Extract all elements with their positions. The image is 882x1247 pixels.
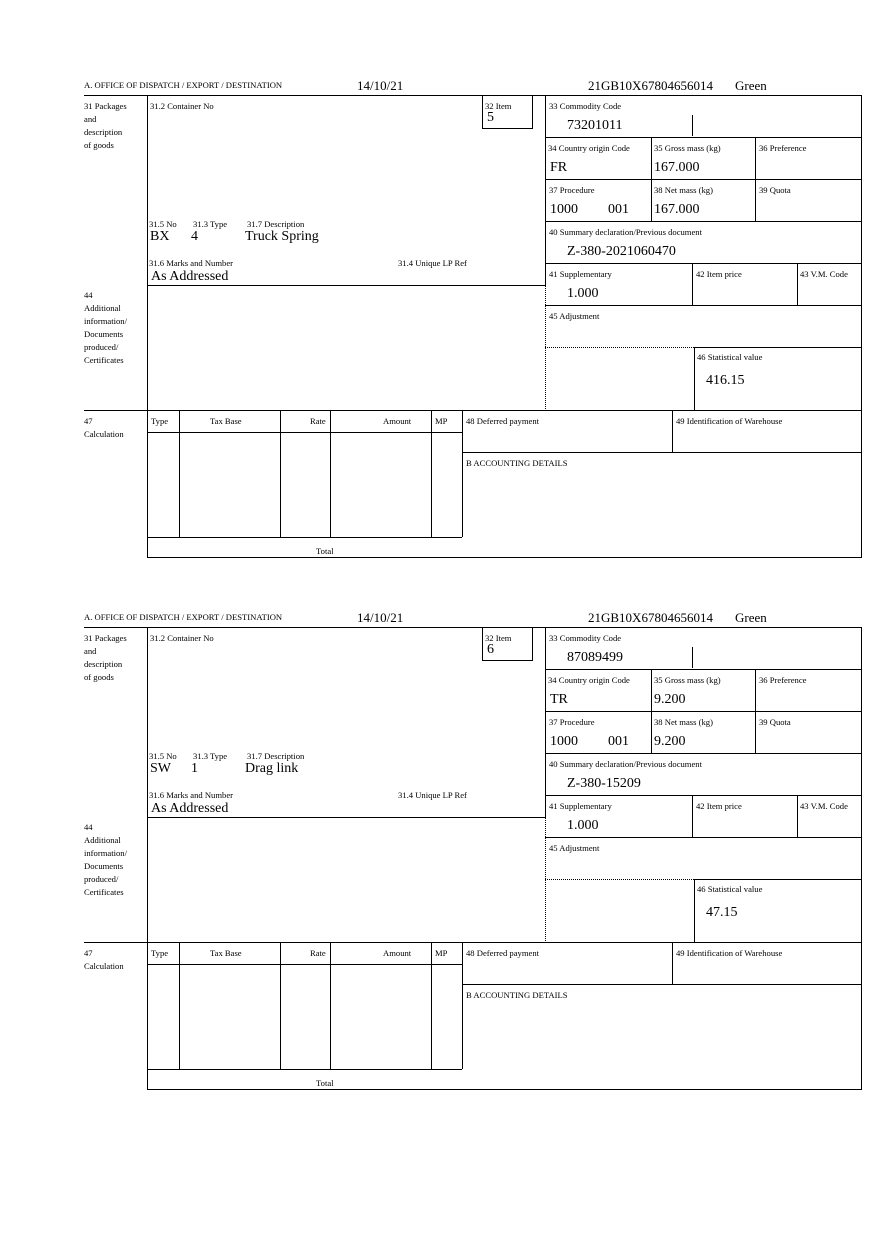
item-price-label: 42 Item price: [696, 269, 742, 279]
reference-value: 21GB10X67804656014: [588, 610, 713, 625]
marks-label: 31.6 Marks and Number: [149, 790, 234, 800]
unique-lp-label: 31.4 Unique LP Ref: [398, 258, 467, 268]
rule-line: [462, 984, 862, 985]
supplementary-value: 1.000: [567, 818, 599, 833]
rule-line: [692, 115, 693, 136]
rule-line: [84, 942, 862, 943]
type-value: 1: [191, 761, 198, 776]
rule-line: [179, 410, 180, 537]
rule-line: [672, 942, 673, 984]
rule-line: [147, 1089, 862, 1090]
office-label: A. OFFICE OF DISPATCH / EXPORT / DESTINATION: [84, 80, 283, 90]
dotted-line: [545, 285, 546, 411]
warehouse-label: 49 Identification of Warehouse: [676, 948, 783, 958]
rule-line: [84, 627, 862, 628]
office-label: A. OFFICE OF DISPATCH / EXPORT / DESTINATION: [84, 612, 283, 622]
reference-value: 21GB10X67804656014: [588, 78, 713, 93]
rule-line: [694, 347, 695, 410]
rule-line: [462, 452, 862, 453]
additional-label: Additional: [84, 303, 121, 313]
summary-label: 40 Summary declaration/Previous document: [549, 227, 702, 237]
rule-line: [545, 711, 862, 712]
rule-line: [147, 817, 545, 818]
rule-line: [694, 879, 695, 942]
dotted-line: [545, 817, 546, 943]
commodity-label: 33 Commodity Code: [549, 633, 622, 643]
dotted-line: [545, 347, 694, 348]
type-value: 4: [191, 229, 198, 244]
vm-code-label: 43 V.M. Code: [800, 269, 848, 279]
rule-line: [147, 1069, 462, 1070]
gross-mass-value: 9.200: [654, 692, 686, 707]
item-value: 5: [487, 110, 494, 125]
additional-label: produced/: [84, 342, 119, 352]
gross-mass-value: 167.000: [654, 160, 700, 175]
type-label: 31.3 Type: [193, 751, 228, 761]
rule-line: [482, 95, 483, 129]
preference-label: 36 Preference: [759, 675, 807, 685]
country-origin-value: TR: [550, 692, 568, 707]
rule-line: [84, 410, 862, 411]
packages-label: of goods: [84, 672, 114, 682]
date-value: 14/10/21: [357, 78, 404, 93]
additional-label: Certificates: [84, 887, 124, 897]
additional-label: Documents: [84, 861, 124, 871]
rate-header: Rate: [310, 948, 326, 958]
preference-label: 36 Preference: [759, 143, 807, 153]
procedure-value: 1000: [550, 734, 578, 749]
rule-line: [330, 942, 331, 1069]
calculation-label: Calculation: [84, 961, 124, 971]
container-label: 31.2 Container No: [150, 633, 214, 643]
statistical-label: 46 Statistical value: [697, 884, 763, 894]
deferred-label: 48 Deferred payment: [466, 416, 540, 426]
item-label: 32 Item: [485, 101, 512, 111]
rule-line: [532, 95, 533, 129]
mp-header: MP: [435, 948, 448, 958]
rule-line: [755, 669, 756, 753]
gross-mass-label: 35 Gross mass (kg): [654, 675, 721, 685]
statistical-value: 416.15: [706, 373, 745, 388]
calculation-label: 47: [84, 948, 93, 958]
rule-line: [861, 95, 862, 558]
dotted-line: [545, 879, 694, 880]
rule-line: [545, 95, 546, 285]
country-origin-value: FR: [550, 160, 568, 175]
description-label: 31.7 Description: [247, 751, 305, 761]
rule-line: [532, 627, 533, 661]
packages-label: 31 Packages: [84, 101, 127, 111]
gross-mass-label: 35 Gross mass (kg): [654, 143, 721, 153]
quota-label: 39 Quota: [759, 717, 791, 727]
supplementary-label: 41 Supplementary: [549, 801, 612, 811]
rule-line: [280, 942, 281, 1069]
declaration-form-1: [0, 0, 882, 556]
rule-line: [651, 137, 652, 221]
rule-line: [147, 285, 545, 286]
calculation-label: Calculation: [84, 429, 124, 439]
rule-line: [545, 221, 862, 222]
packages-label: description: [84, 127, 123, 137]
rule-line: [147, 964, 462, 965]
packages-label: and: [84, 646, 97, 656]
rule-line: [545, 627, 546, 817]
additional-label: 44: [84, 822, 93, 832]
quota-label: 39 Quota: [759, 185, 791, 195]
rule-line: [482, 627, 483, 661]
calculation-label: 47: [84, 416, 93, 426]
rule-line: [545, 795, 862, 796]
rule-line: [797, 263, 798, 305]
no-label: 31.5 No: [149, 751, 177, 761]
marks-label: 31.6 Marks and Number: [149, 258, 234, 268]
supplementary-label: 41 Supplementary: [549, 269, 612, 279]
rule-line: [431, 942, 432, 1069]
no-value: SW: [150, 761, 171, 776]
additional-label: Certificates: [84, 355, 124, 365]
type-label: 31.3 Type: [193, 219, 228, 229]
commodity-label: 33 Commodity Code: [549, 101, 622, 111]
packages-label: description: [84, 659, 123, 669]
commodity-code-value: 73201011: [567, 118, 623, 133]
rule-line: [462, 410, 463, 537]
procedure-extra-value: 001: [608, 734, 629, 749]
rate-header: Rate: [310, 416, 326, 426]
rule-line: [84, 95, 862, 96]
vm-code-label: 43 V.M. Code: [800, 801, 848, 811]
channel-value: Green: [735, 610, 767, 625]
rule-line: [692, 647, 693, 668]
rule-line: [545, 669, 862, 670]
summary-doc-value: Z-380-2021060470: [567, 244, 676, 259]
net-mass-label: 38 Net mass (kg): [654, 185, 713, 195]
rule-line: [462, 942, 463, 1069]
net-mass-value: 167.000: [654, 202, 700, 217]
rule-line: [545, 263, 862, 264]
additional-label: information/: [84, 316, 127, 326]
amount-header: Amount: [383, 416, 412, 426]
container-label: 31.2 Container No: [150, 101, 214, 111]
commodity-code-value: 87089499: [567, 650, 623, 665]
rule-line: [797, 795, 798, 837]
net-mass-label: 38 Net mass (kg): [654, 717, 713, 727]
rule-line: [545, 179, 862, 180]
rule-line: [692, 795, 693, 837]
rule-line: [672, 410, 673, 452]
statistical-label: 46 Statistical value: [697, 352, 763, 362]
adjustment-label: 45 Adjustment: [549, 311, 600, 321]
summary-label: 40 Summary declaration/Previous document: [549, 759, 702, 769]
calc-type-header: Type: [151, 416, 169, 426]
tax-base-header: Tax Base: [210, 416, 242, 426]
channel-value: Green: [735, 78, 767, 93]
country-origin-label: 34 Country origin Code: [548, 143, 630, 153]
marks-value: As Addressed: [151, 269, 229, 284]
additional-label: produced/: [84, 874, 119, 884]
rule-line: [147, 432, 462, 433]
procedure-extra-value: 001: [608, 202, 629, 217]
rule-line: [692, 263, 693, 305]
mp-header: MP: [435, 416, 448, 426]
additional-label: Additional: [84, 835, 121, 845]
total-label: Total: [316, 546, 334, 556]
additional-label: information/: [84, 848, 127, 858]
rule-line: [694, 879, 862, 880]
country-origin-label: 34 Country origin Code: [548, 675, 630, 685]
packages-label: 31 Packages: [84, 633, 127, 643]
description-value: Drag link: [245, 761, 299, 776]
net-mass-value: 9.200: [654, 734, 686, 749]
procedure-label: 37 Procedure: [549, 717, 595, 727]
adjustment-label: 45 Adjustment: [549, 843, 600, 853]
supplementary-value: 1.000: [567, 286, 599, 301]
rule-line: [545, 137, 862, 138]
rule-line: [179, 942, 180, 1069]
warehouse-label: 49 Identification of Warehouse: [676, 416, 783, 426]
procedure-value: 1000: [550, 202, 578, 217]
rule-line: [651, 669, 652, 753]
packages-label: of goods: [84, 140, 114, 150]
packages-label: and: [84, 114, 97, 124]
deferred-label: 48 Deferred payment: [466, 948, 540, 958]
declaration-form-2: [0, 532, 882, 1088]
accounting-label: B ACCOUNTING DETAILS: [466, 458, 568, 468]
rule-line: [147, 627, 148, 1090]
no-label: 31.5 No: [149, 219, 177, 229]
rule-line: [330, 410, 331, 537]
additional-label: 44: [84, 290, 93, 300]
unique-lp-label: 31.4 Unique LP Ref: [398, 790, 467, 800]
calc-type-header: Type: [151, 948, 169, 958]
tax-base-header: Tax Base: [210, 948, 242, 958]
rule-line: [861, 627, 862, 1090]
rule-line: [545, 837, 862, 838]
statistical-value: 47.15: [706, 905, 738, 920]
marks-value: As Addressed: [151, 801, 229, 816]
item-value: 6: [487, 642, 494, 657]
rule-line: [482, 128, 533, 129]
accounting-label: B ACCOUNTING DETAILS: [466, 990, 568, 1000]
date-value: 14/10/21: [357, 610, 404, 625]
rule-line: [545, 753, 862, 754]
description-label: 31.7 Description: [247, 219, 305, 229]
additional-label: Documents: [84, 329, 124, 339]
summary-doc-value: Z-380-15209: [567, 776, 641, 791]
rule-line: [755, 137, 756, 221]
description-value: Truck Spring: [245, 229, 319, 244]
rule-line: [545, 305, 862, 306]
item-price-label: 42 Item price: [696, 801, 742, 811]
item-label: 32 Item: [485, 633, 512, 643]
rule-line: [482, 660, 533, 661]
rule-line: [147, 95, 148, 558]
amount-header: Amount: [383, 948, 412, 958]
no-value: BX: [150, 229, 170, 244]
rule-line: [431, 410, 432, 537]
procedure-label: 37 Procedure: [549, 185, 595, 195]
rule-line: [280, 410, 281, 537]
rule-line: [694, 347, 862, 348]
total-label: Total: [316, 1078, 334, 1088]
